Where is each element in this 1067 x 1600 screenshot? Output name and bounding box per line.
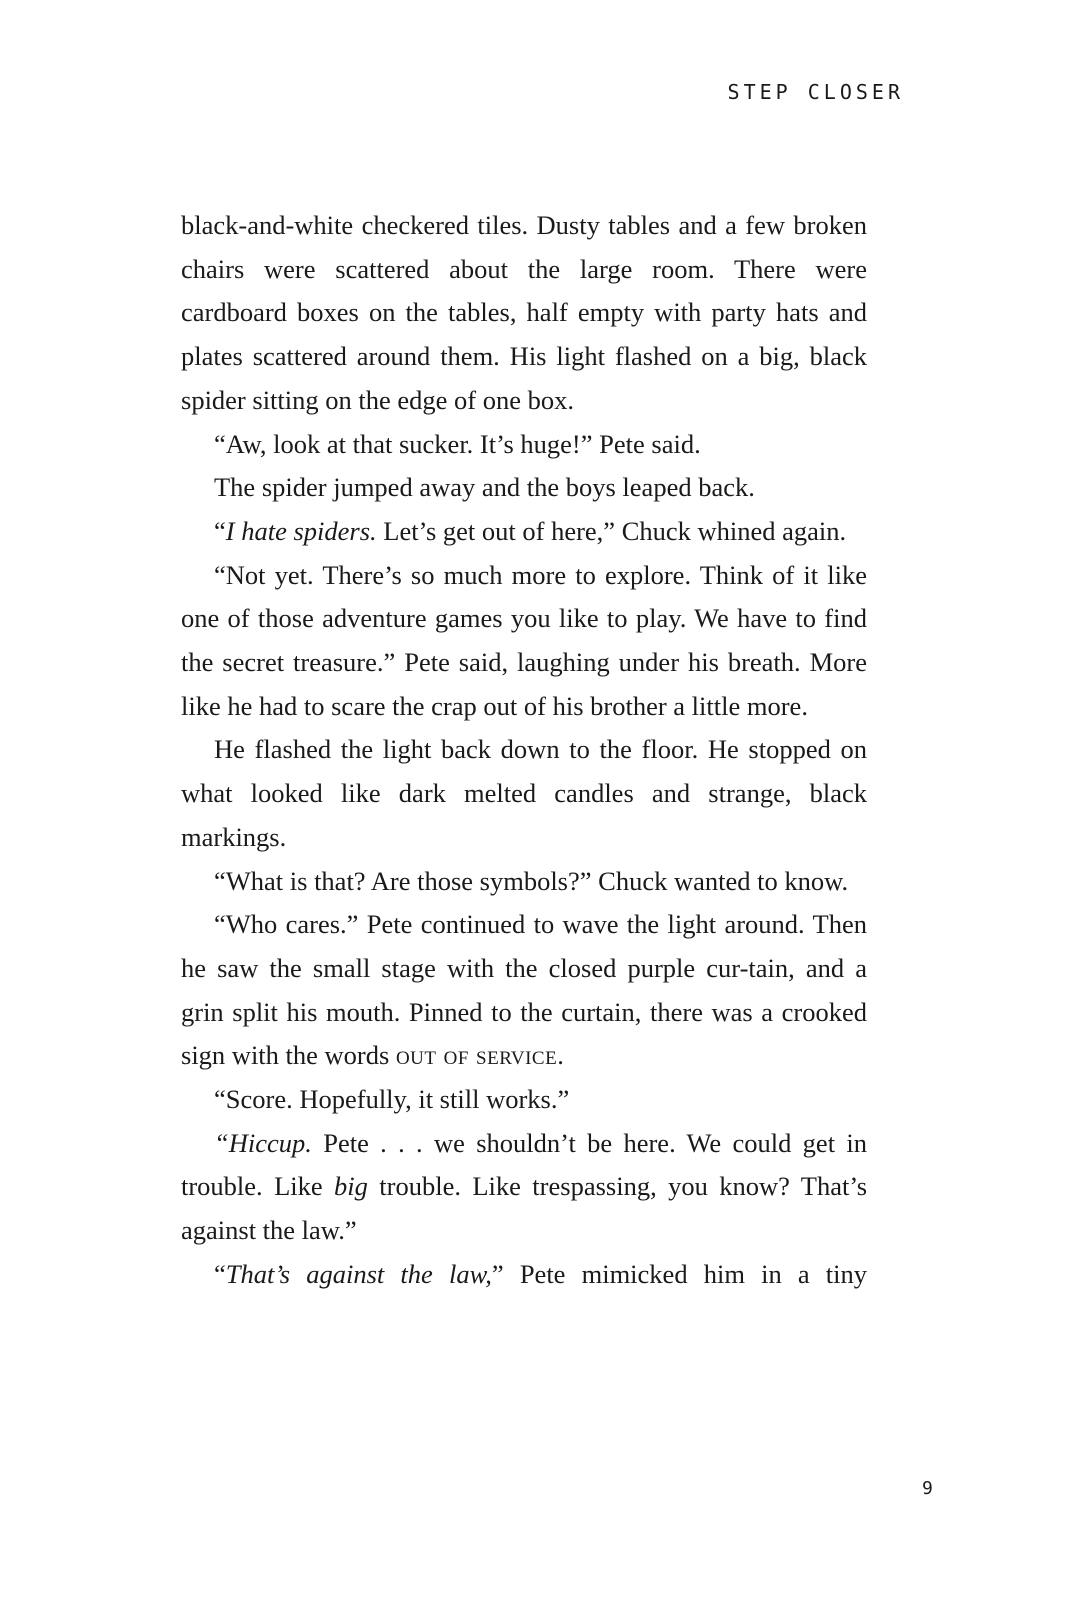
paragraph: “Score. Hopefully, it still works.”	[214, 1084, 570, 1115]
text-run: Pete . . . we shouldn’t be here. We could get in trouble. Like	[181, 1127, 867, 1202]
paragraph: He flashed the light back down to the floor. He stopped on what looked like dark melted candles and strange, black markings.	[181, 734, 867, 852]
paragraph	[181, 510, 867, 554]
text-run: “	[214, 515, 226, 546]
paragraph: “Not yet. There’s so much more to explore. Think of it like one of those adventure games you like to play. We have to find the secret treasure.” Pete said, laughing under his breath. More like he had to scare the crap out of his brother a little more.	[181, 559, 867, 721]
paragraph: The spider jumped away and the boys leaped back.	[214, 472, 755, 503]
italic-text: That’s against the law,	[225, 1258, 492, 1289]
italic-text: “Hiccup.	[214, 1127, 312, 1158]
paragraph: “Aw, look at that sucker. It’s huge!” Pete said.	[214, 428, 701, 459]
running-head: STEP CLOSER	[727, 80, 904, 104]
paragraph	[181, 903, 867, 1078]
italic-text: big	[334, 1171, 368, 1202]
paragraph	[181, 1253, 867, 1297]
text-run: .	[557, 1040, 564, 1071]
text-run: Let’s get out of here,” Chuck whined again.	[376, 515, 847, 546]
text-run: ” Pete mimicked him in a tiny	[491, 1258, 867, 1289]
text-run: “	[214, 1258, 226, 1289]
text-run: “Who cares.” Pete continued to wave the light around. Then he saw the small stage with the closed purple cur-tain, and a grin split his mouth. Pinned to the curtain, there was a crooked sign with the words	[181, 909, 867, 1071]
page-number: 9	[922, 1478, 933, 1499]
body-text	[181, 204, 867, 1297]
paragraph: “What is that? Are those symbols?” Chuck wanted to know.	[214, 865, 849, 896]
paragraph	[181, 1122, 867, 1253]
paragraph: black-and-white checkered tiles. Dusty tables and a few broken chairs were scattered about the large room. There were cardboard boxes on the tables, half empty with party hats and plates scattered around them. His light flashed on a big, black spider sitting on the edge of one box.	[181, 210, 867, 415]
italic-text: I hate spiders.	[225, 515, 377, 546]
small-caps-text: out of service	[395, 1040, 558, 1071]
text-run: trouble. Like trespassing, you know? That’s against the law.”	[181, 1171, 868, 1246]
